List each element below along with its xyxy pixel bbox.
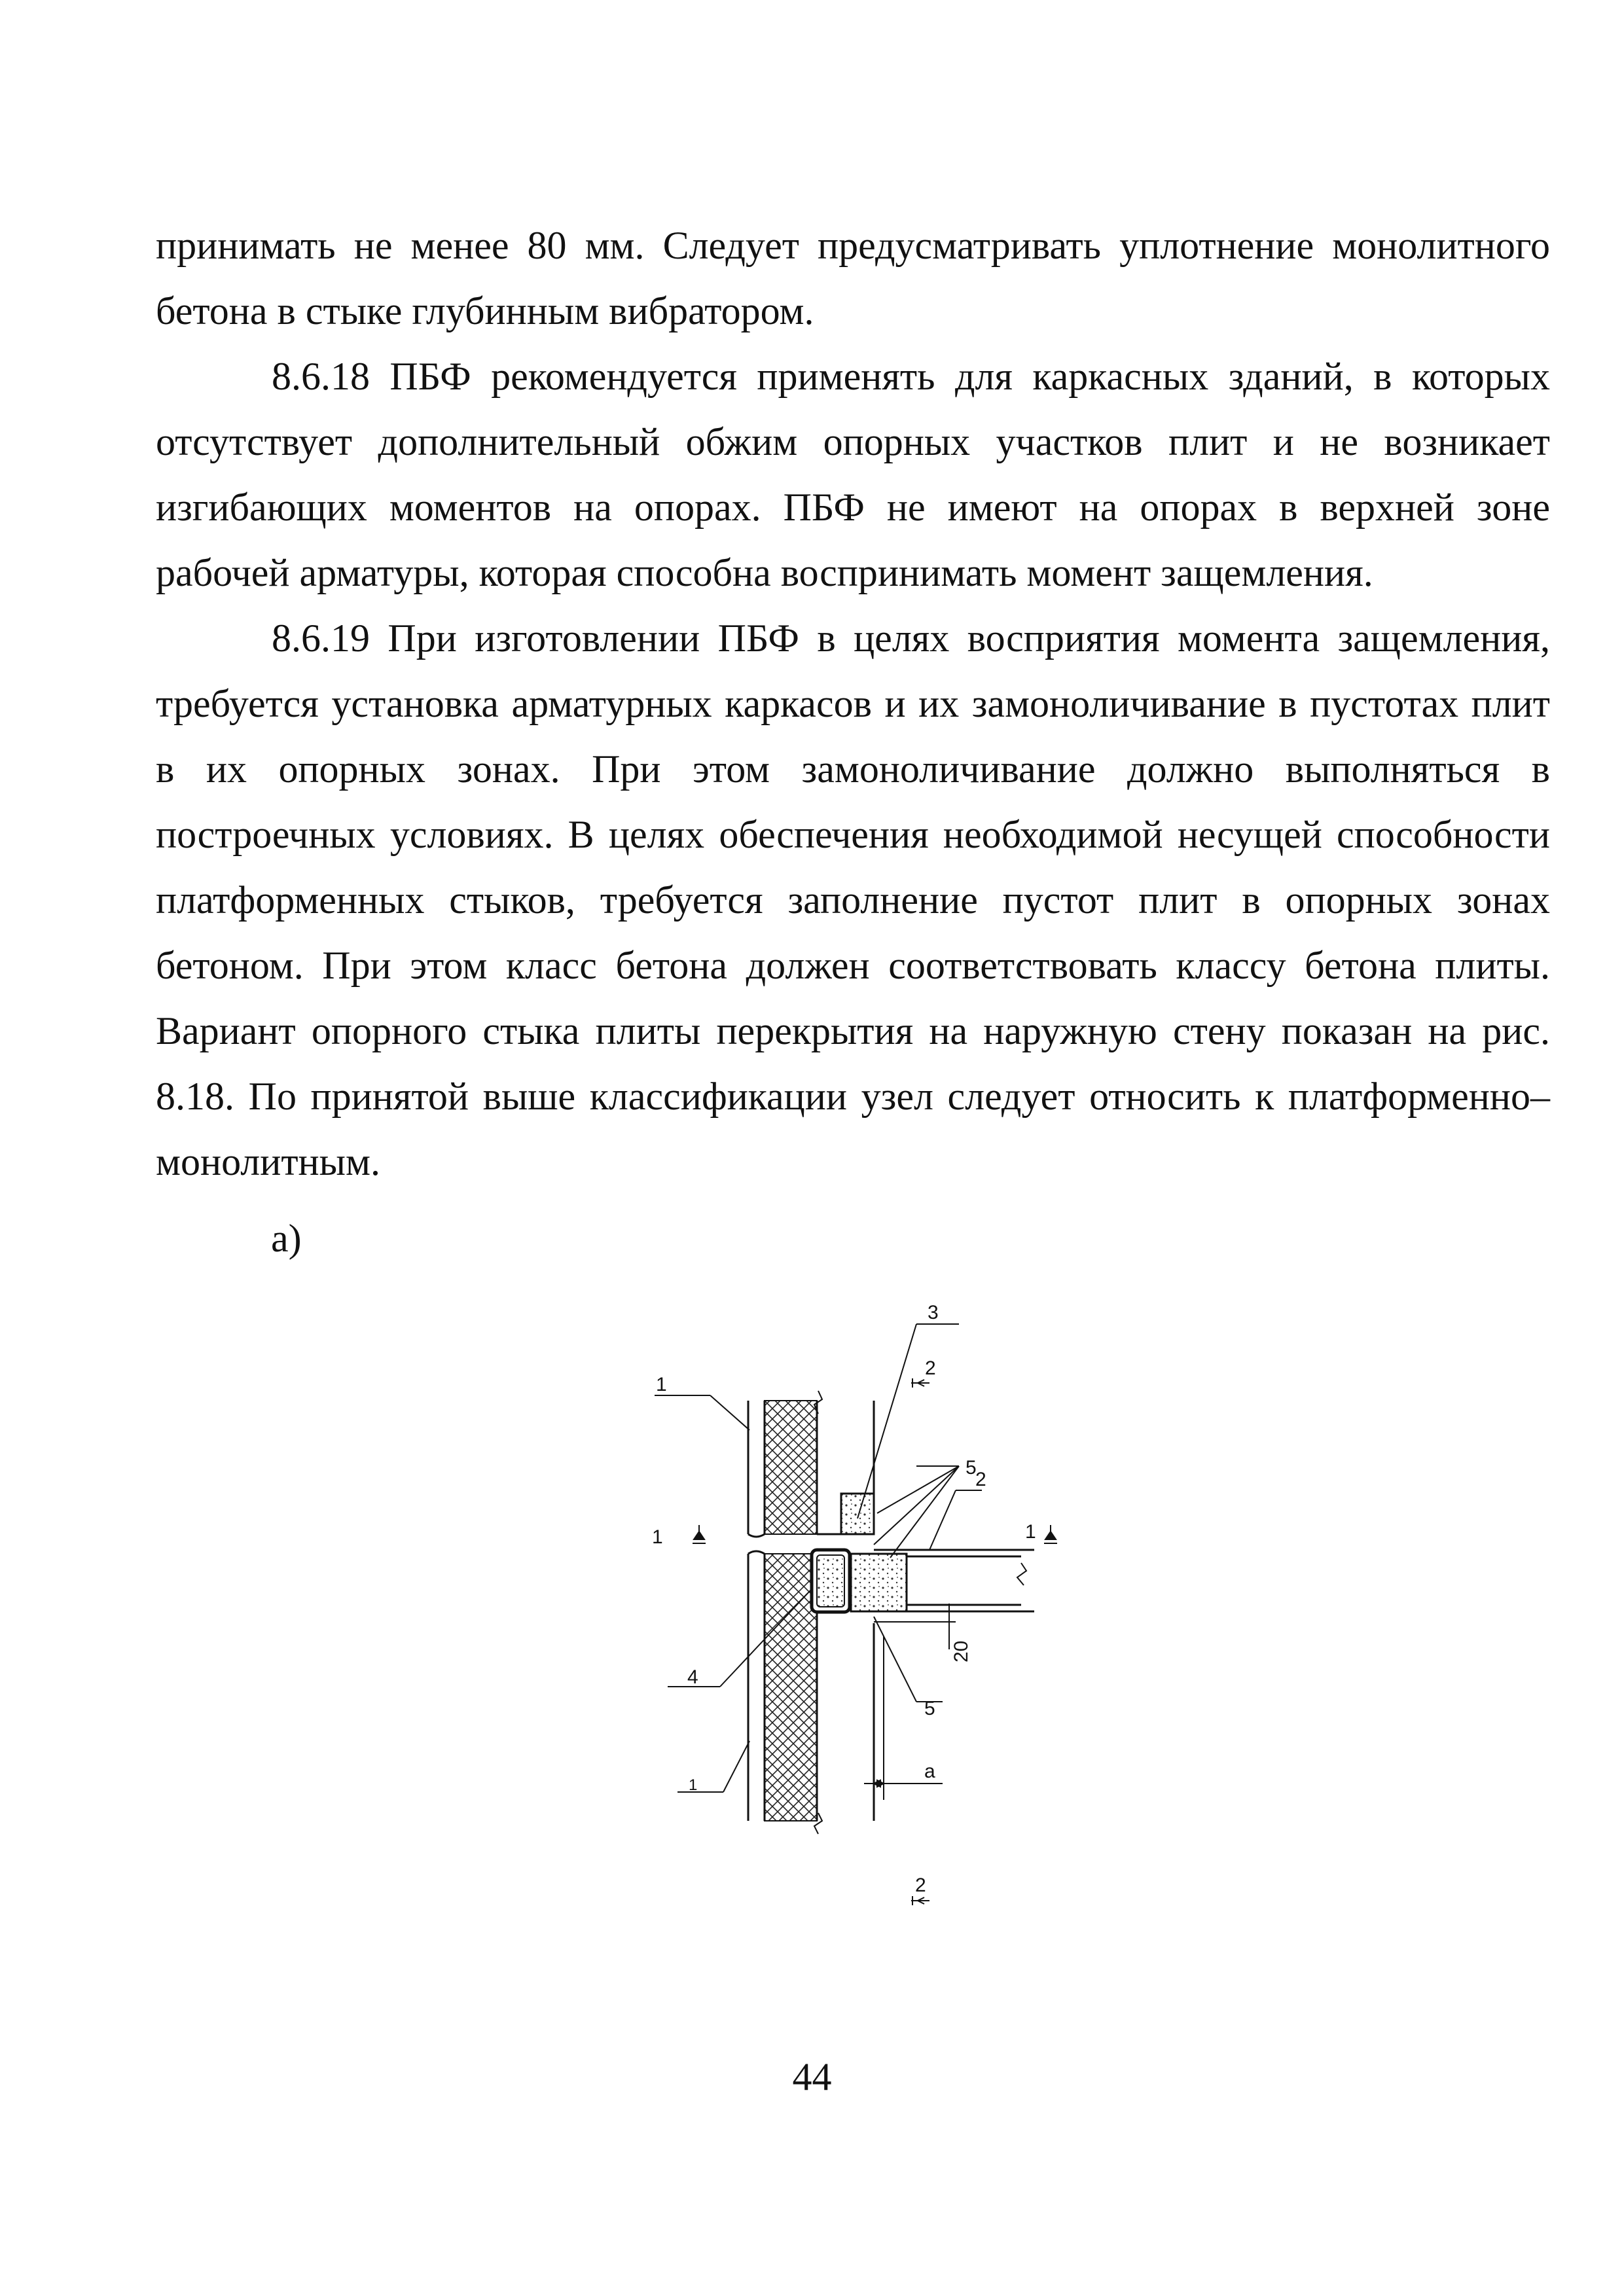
callout-1-right: 1 [1025,1521,1036,1543]
callout-5-bottom: 5 [924,1698,935,1719]
dimension-20: 20 [950,1640,972,1662]
callout-5-top: 5 [965,1457,977,1479]
joint-drawing [615,1283,1126,1911]
steel-profile [812,1550,850,1612]
callout-1-top: 1 [656,1374,667,1395]
callout-1-bottom: 1 [689,1776,698,1794]
callout-4: 4 [687,1666,698,1688]
paragraph-continuation: принимать не менее 80 мм. Следует предусматривать уплотнение монолитного бетона в стыке глубинным вибратором. [156,224,1550,332]
figure-label: а) [271,1217,302,1260]
joint-drawing-svg [615,1283,1126,1911]
outer-facing-layer [748,1401,765,1821]
dimension-a: a [924,1761,935,1782]
paragraph-8-6-18: 8.6.18 ПБФ рекомендуется применять для каркасных зданий, в которых отсутствует дополнительный обжим опорных участков плит и не возникает изгибающих моментов на опорах. ПБФ не имеют на опорах в верхней зоне рабочей арматуры, которая способна воспринимать момент защемления. [156,355,1550,594]
callout-2-top: 2 [925,1357,936,1379]
callout-3: 3 [928,1302,939,1323]
callout-2-slab: 2 [975,1469,986,1490]
page-number: 44 [792,2055,832,2098]
paragraph-8-6-19: 8.6.19 При изготовлении ПБФ в целях восприятия момента защемления, требуется установка арматурных каркасов и их замоноличивание в пустотах плит в их опорных зонах. При этом замоноличивание должно выполняться в построечных условиях. В целях обеспечения необходимой несущей способности платформенных стыков, требуется заполнение пустот плит в опорных зонах бетоном. При этом класс бетона должен соответствовать классу бетона плиты. Вариант опорного стыка плиты перекрытия на наружную стену показан на рис. 8.18. По принятой выше классификации узел следует относить к платформенно–монолитным. [156,617,1550,1183]
callout-2-bottom: 2 [915,1874,926,1896]
callout-1-left: 1 [652,1526,663,1548]
body-text [156,213,1550,1194]
